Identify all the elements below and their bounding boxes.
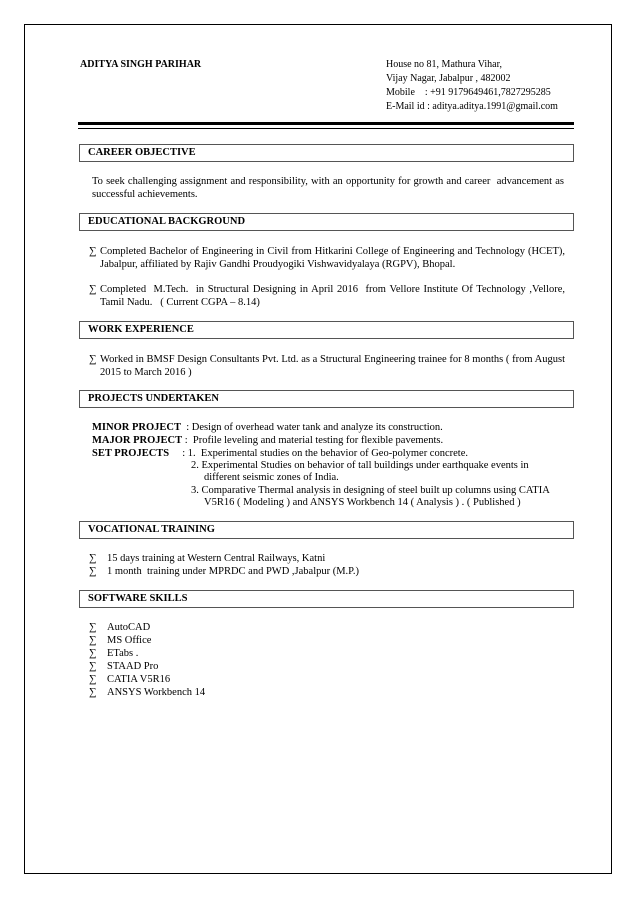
career-objective-text: To seek challenging assignment and responsibility, with an opportunity for growth and career advancement as successful achievements.: [92, 176, 567, 200]
software-item-6: ANSYS Workbench 14: [107, 687, 206, 698]
major-project-line: [92, 435, 443, 448]
address-line-2: Vijay Nagar, Jabalpur , 482002: [386, 73, 511, 84]
bullet-icon: ∑: [89, 622, 97, 633]
set-project-1: : 1. Experimental studies on the behavior of Geo-polymer concrete.: [169, 448, 468, 459]
software-item-3: ETabs .: [107, 648, 139, 659]
section-heading-vocational: VOCATIONAL TRAINING: [79, 521, 574, 539]
bullet-icon: ∑: [89, 648, 97, 659]
set-projects-line: [92, 448, 468, 461]
bullet-icon: ∑: [89, 246, 97, 257]
bullet-icon: ∑: [89, 674, 97, 685]
bullet-icon: ∑: [89, 354, 97, 365]
minor-project-text: : Design of overhead water tank and analyze its construction.: [180, 422, 443, 433]
header-divider-thick: [78, 122, 574, 125]
bullet-icon: ∑: [89, 284, 97, 295]
set-project-2-line-1: 2. Experimental Studies on behavior of tall buildings under earthquake events in: [191, 460, 529, 471]
vocational-item-2: 1 month training under MPRDC and PWD ,Jabalpur (M.P.): [107, 566, 359, 577]
major-project-label: MAJOR PROJECT: [92, 435, 183, 446]
section-heading-projects: PROJECTS UNDERTAKEN: [79, 390, 574, 408]
education-item-2: Completed M.Tech. in Structural Designing in April 2016 from Vellore Institute Of Technology ,Vellore, Tamil Nadu. ( Current CGPA – 8.14): [100, 284, 568, 308]
address-line-1: House no 81, Mathura Vihar,: [386, 59, 503, 70]
section-heading-work: WORK EXPERIENCE: [79, 321, 574, 339]
set-project-3-line-2: V5R16 ( Modeling ) and ANSYS Workbench 14 ( Analysis ) . ( Published ): [204, 497, 521, 508]
bullet-icon: ∑: [89, 635, 97, 646]
candidate-name: ADITYA SINGH PARIHAR: [80, 59, 202, 70]
bullet-icon: ∑: [89, 661, 97, 672]
software-item-5: CATIA V5R16: [107, 674, 171, 685]
mobile-line: Mobile : +91 9179649461,7827295285: [386, 87, 551, 98]
major-project-text: : Profile leveling and material testing for flexible pavements.: [182, 435, 444, 446]
bullet-icon: ∑: [89, 566, 97, 577]
section-heading-career: CAREER OBJECTIVE: [79, 144, 574, 162]
minor-project-label: MINOR PROJECT: [92, 422, 181, 433]
bullet-icon: ∑: [89, 687, 97, 698]
work-item-1: Worked in BMSF Design Consultants Pvt. Ltd. as a Structural Engineering trainee for 8 months ( from August 2015 to March 2016 ): [100, 354, 565, 378]
minor-project-line: [92, 422, 443, 435]
bullet-icon: ∑: [89, 553, 97, 564]
software-item-4: STAAD Pro: [107, 661, 159, 672]
education-item-1: Completed Bachelor of Engineering in Civil from Hitkarini College of Engineering and Technology (HCET), Jabalpur, affiliated by Rajiv Gandhi Proudyogiki Vishwavidyalaya (RGPV), Bhopal.: [100, 246, 565, 270]
software-item-1: AutoCAD: [107, 622, 151, 633]
set-projects-label: SET PROJECTS: [92, 448, 170, 459]
vocational-item-1: 15 days training at Western Central Railways, Katni: [107, 553, 326, 564]
software-item-2: MS Office: [107, 635, 152, 646]
section-heading-software: SOFTWARE SKILLS: [79, 590, 574, 608]
email-line: E-Mail id : aditya.aditya.1991@gmail.com: [386, 101, 558, 112]
set-project-3-line-1: 3. Comparative Thermal analysis in designing of steel built up columns using CATIA: [191, 485, 550, 496]
set-project-2-line-2: different seismic zones of India.: [204, 472, 339, 483]
contact-block: [386, 58, 558, 114]
section-heading-education: EDUCATIONAL BACKGROUND: [79, 213, 574, 231]
header-divider-thin: [78, 128, 574, 129]
